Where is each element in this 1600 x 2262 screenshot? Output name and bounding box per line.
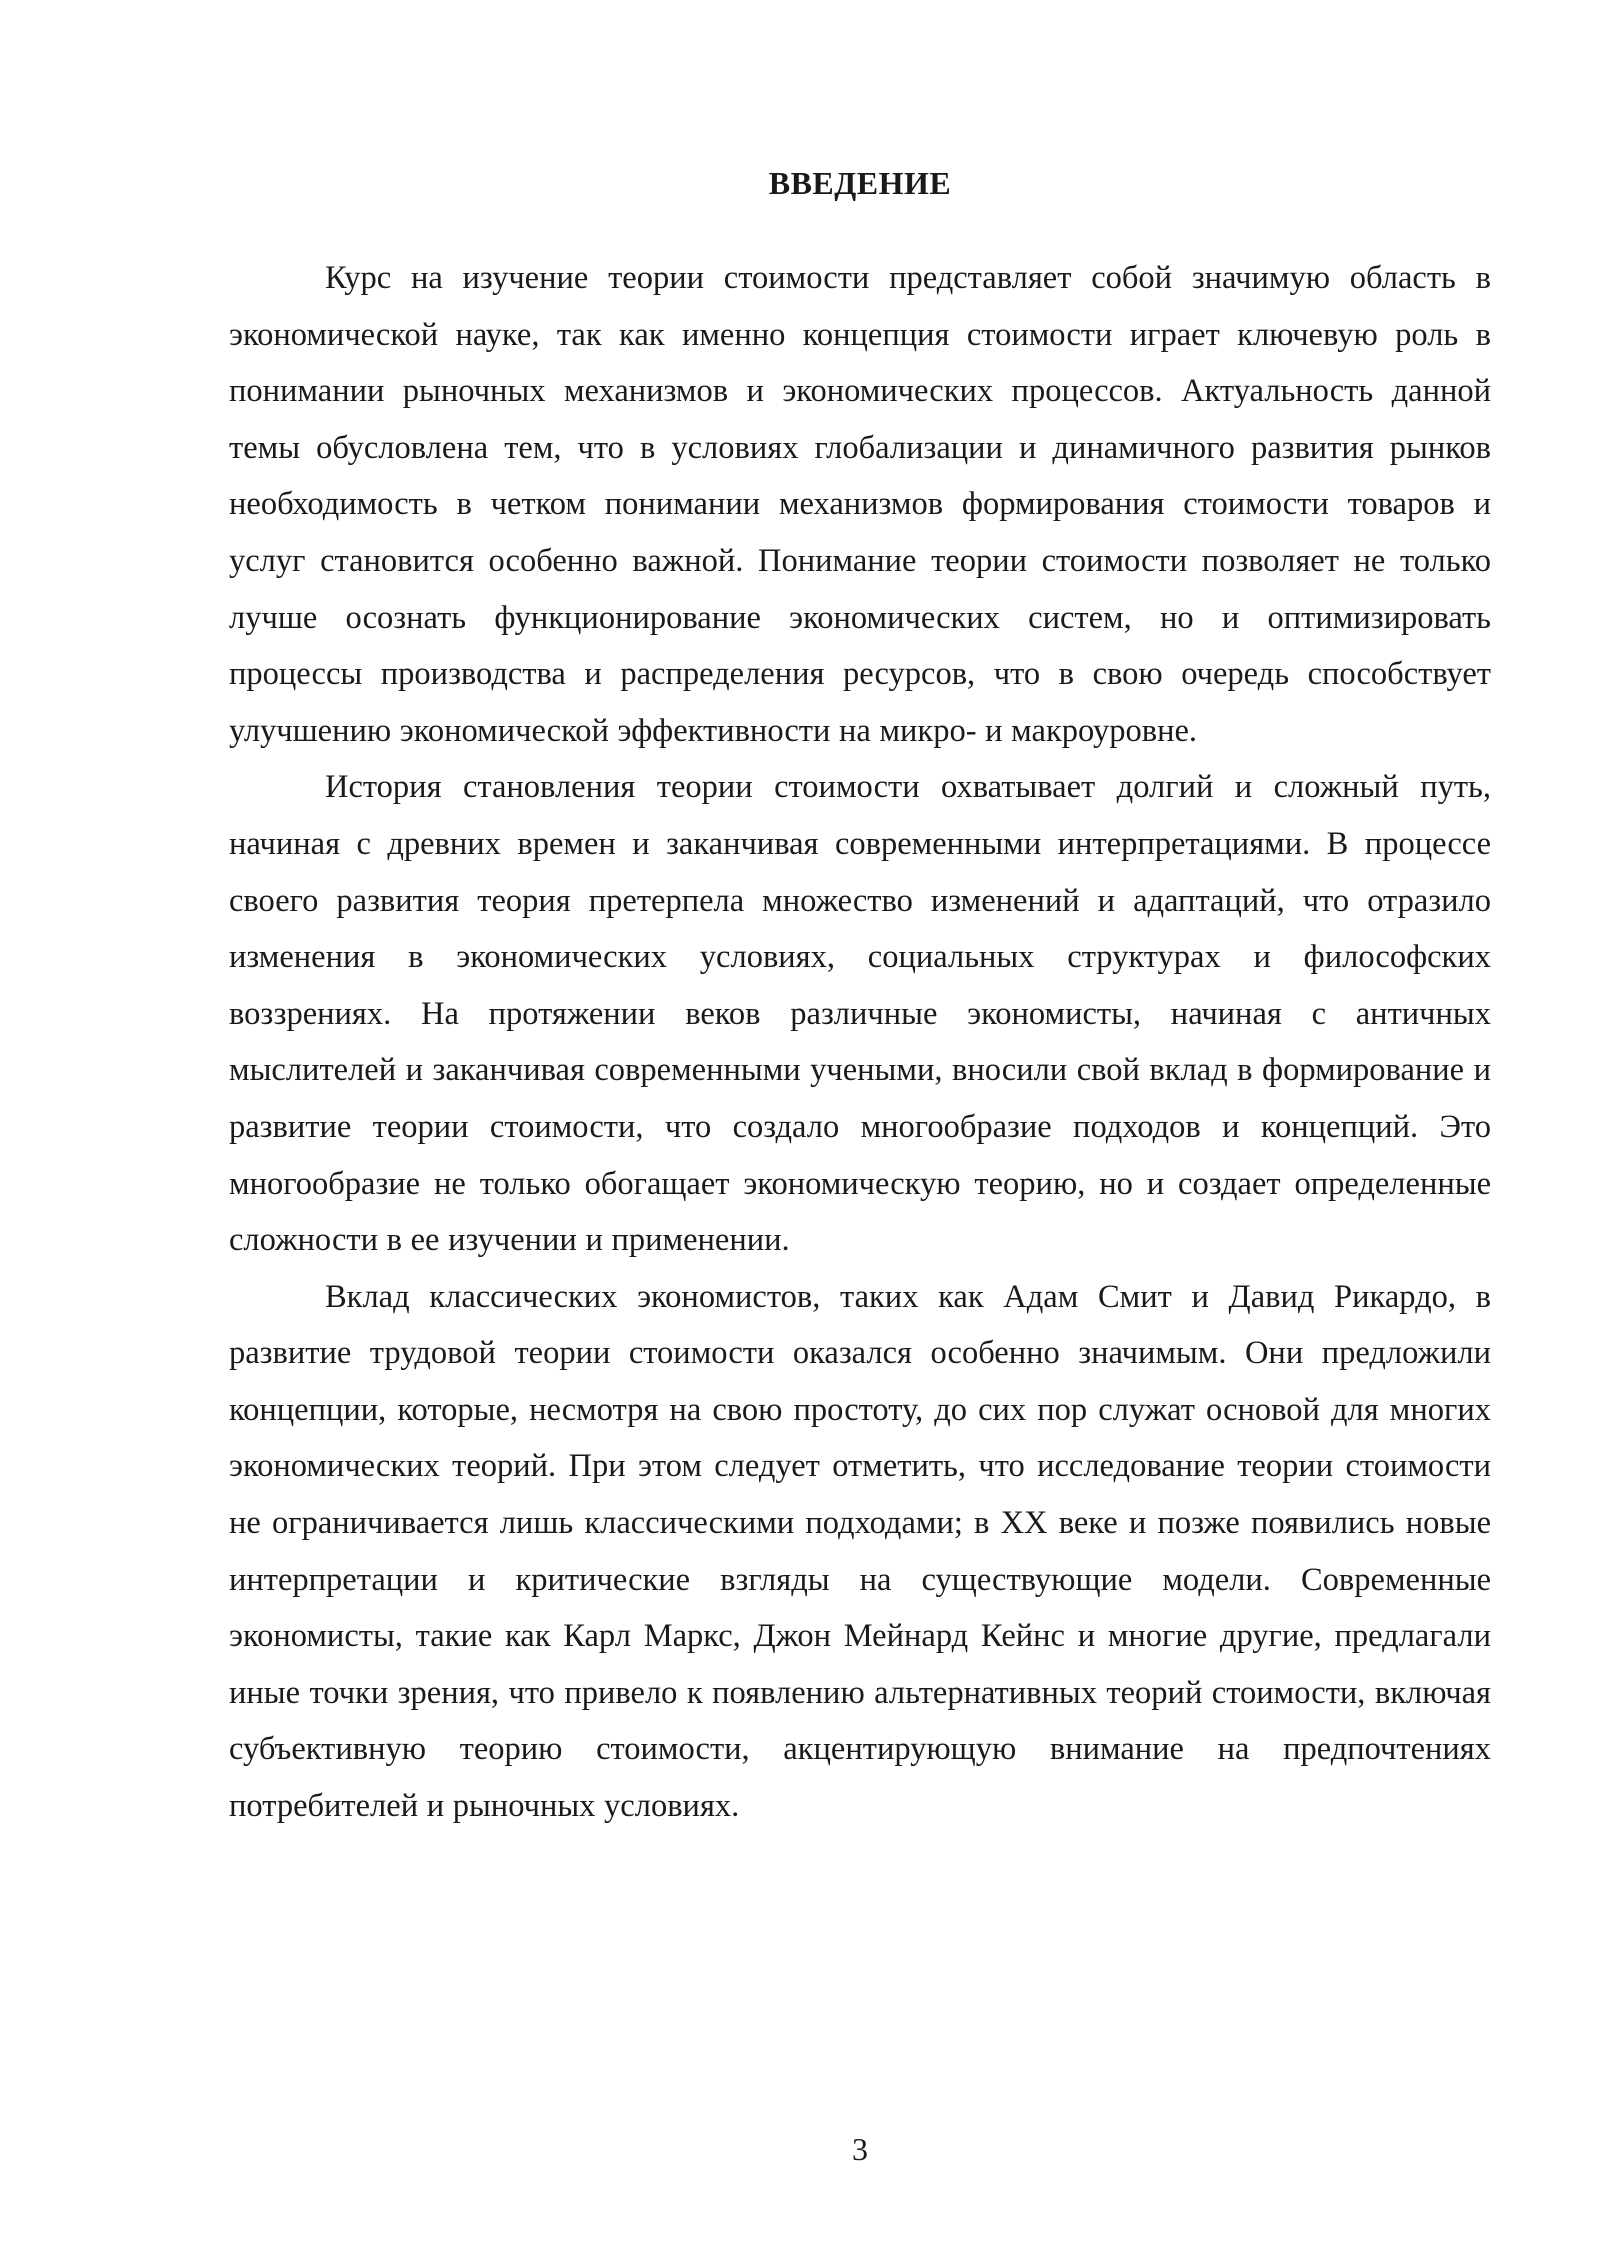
paragraph: Курс на изучение теории стоимости представляет собой значимую область в экономической науке, так как именно концепция стоимости играет ключевую роль в понимании рыночных механизмов и экономических процессов. Актуальность данной темы обусловлена тем, что в условиях глобализации и динамичного развития рынков необходимость в четком понимании механизмов формирования стоимости товаров и услуг становится особенно важной. Понимание теории стоимости позволяет не только лучше осознать функционирование экономических систем, но и оптимизировать процессы производства и распределения ресурсов, что в свою очередь способствует улучшению экономической эффективности на микро- и макроуровне. xyxy=(229,260,1491,749)
page-number: 3 xyxy=(852,2131,868,2167)
document-body xyxy=(229,250,1491,1835)
page-title: ВВЕДЕНИЕ xyxy=(768,165,952,201)
paragraph: История становления теории стоимости охватывает долгий и сложный путь, начиная с древних времен и заканчивая современными интерпретациями. В процессе своего развития теория претерпела множество изменений и адаптаций, что отразило изменения в экономических условиях, социальных структурах и философских воззрениях. На протяжении веков различные экономисты, начиная с античных мыслителей и заканчивая современными учеными, вносили свой вклад в формирование и развитие теории стоимости, что создало многообразие подходов и концепций. Это многообразие не только обогащает экономическую теорию, но и создает определенные сложности в ее изучении и применении. xyxy=(229,769,1491,1259)
paragraph: Вклад классических экономистов, таких как Адам Смит и Давид Рикардо, в развитие трудовой теории стоимости оказался особенно значимым. Они предложили концепции, которые, несмотря на свою простоту, до сих пор служат основой для многих экономических теорий. При этом следует отметить, что исследование теории стоимости не ограничивается лишь классическими подходами; в XX веке и позже появились новые интерпретации и критические взгляды на существующие модели. Современные экономисты, такие как Карл Маркс, Джон Мейнард Кейнс и многие другие, предлагали иные точки зрения, что привело к появлению альтернативных теорий стоимости, включая субъективную теорию стоимости, акцентирующую внимание на предпочтениях потребителей и рыночных условиях. xyxy=(229,1278,1491,1825)
